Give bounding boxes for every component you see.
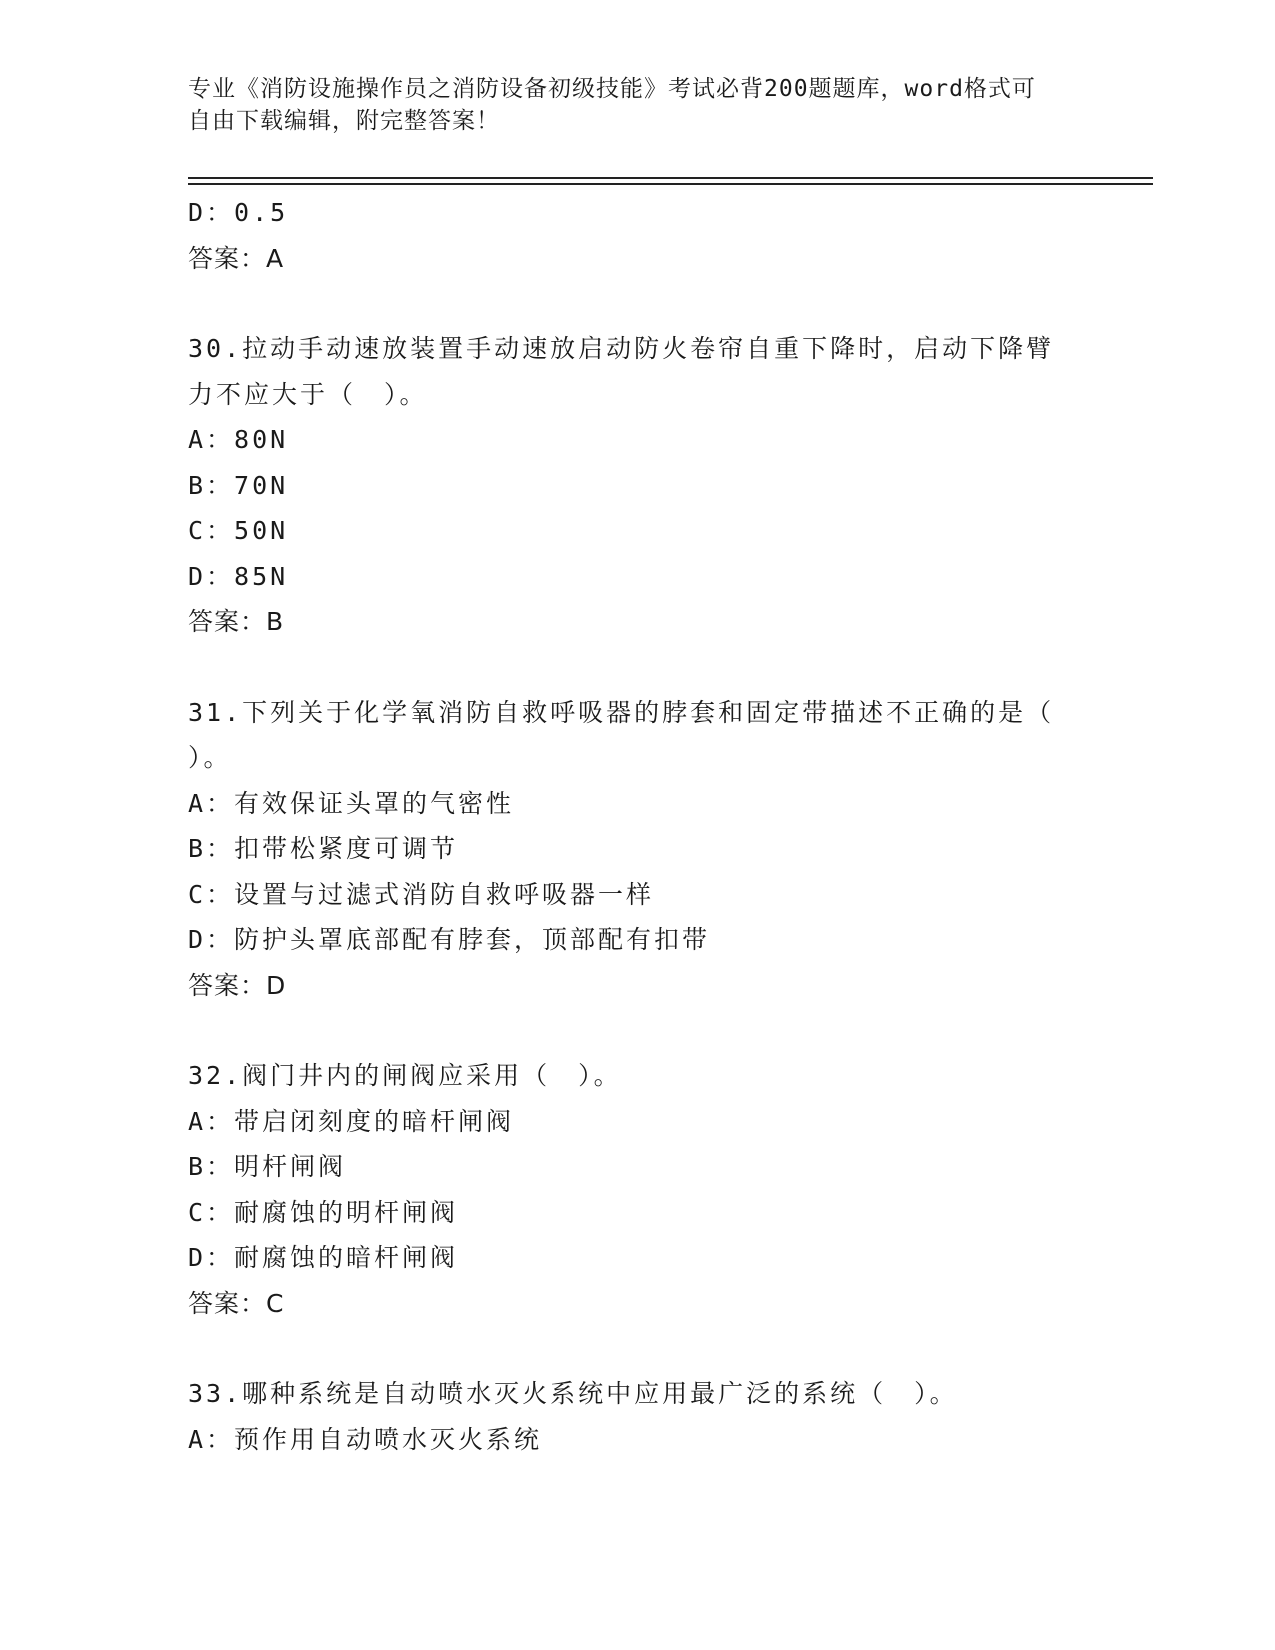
option-d: D：0.5 <box>188 198 289 227</box>
header-divider-bottom <box>188 183 1153 185</box>
answer-line: 答案：C <box>188 1288 285 1318</box>
option-c: C：设置与过滤式消防自救呼吸器一样 <box>188 879 655 909</box>
option-d: D：85N <box>188 561 289 591</box>
answer-line: 答案：A <box>188 243 285 273</box>
option-b: B：明杆闸阀 <box>188 1152 347 1181</box>
option-a: A：有效保证头罩的气密性 <box>188 788 515 818</box>
answer-line: 答案：B <box>188 607 285 636</box>
header-line-1: 专业《消防设施操作员之消防设备初级技能》考试必背200题题库，word格式可 <box>188 76 1036 102</box>
option-b: B：70N <box>188 470 289 500</box>
question-30 <box>188 326 1088 645</box>
question-32 <box>188 1053 1088 1326</box>
option-a: A：预作用自动喷水灭火系统 <box>188 1424 543 1454</box>
option-d: D：防护头罩底部配有脖套，顶部配有扣带 <box>188 925 711 954</box>
header-divider-top <box>188 177 1153 179</box>
header-line-2: 自由下载编辑，附完整答案！ <box>188 108 500 134</box>
option-b: B：扣带松紧度可调节 <box>188 834 459 863</box>
question-31 <box>188 690 1088 1009</box>
option-a: A：带启闭刻度的暗杆闸阀 <box>188 1106 515 1136</box>
question-list <box>188 190 1088 1462</box>
option-c: C：耐腐蚀的明杆闸阀 <box>188 1197 459 1227</box>
question-stem: 32.阀门井内的闸阀应采用（ ）。 <box>188 1061 622 1090</box>
question-stem-cont: 力不应大于（ ）。 <box>188 379 428 409</box>
question-stem-cont: ）。 <box>188 743 232 772</box>
answer-line: 答案：D <box>188 970 287 1000</box>
option-a: A：80N <box>188 425 289 454</box>
option-d: D：耐腐蚀的暗杆闸阀 <box>188 1243 459 1272</box>
question-33 <box>188 1371 1088 1462</box>
question-stem: 31.下列关于化学氧消防自救呼吸器的脖套和固定带描述不正确的是（ <box>188 697 1055 727</box>
option-c: C：50N <box>188 516 289 545</box>
question-stem: 30.拉动手动速放装置手动速放启动防火卷帘自重下降时，启动下降臂 <box>188 334 1055 363</box>
document-header <box>188 73 1088 137</box>
question-stem: 33.哪种系统是自动喷水灭火系统中应用最广泛的系统（ ）。 <box>188 1379 958 1408</box>
